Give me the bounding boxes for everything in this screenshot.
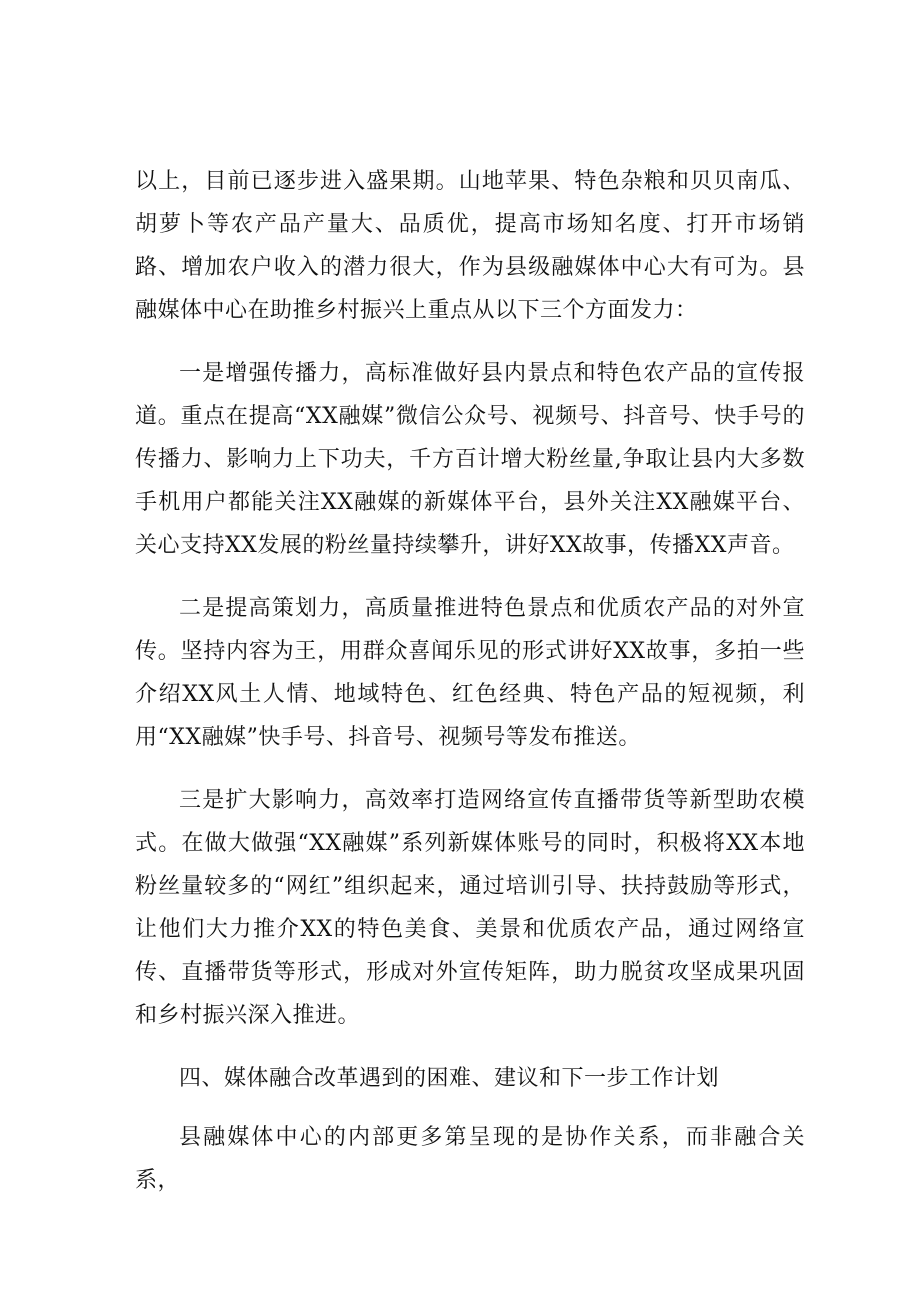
paragraph-closing: 县融媒体中心的内部更多第呈现的是协作关系，而非融合关系， [135,1125,805,1193]
paragraph-intro: 以上，目前已逐步进入盛果期。山地苹果、特色杂粮和贝贝南瓜、胡萝卜等农产品产量大、品质优，提高市场知名度、打开市场销路、增加农户收入的潜力很大，作为县级融媒体中心大有可为。县融媒体中心在助推乡村振兴上重点从以下三个方面发力： [135,169,805,323]
paragraph-point-three: 三是扩大影响力，高效率打造网络宣传直播带货等新型助农模式。在做大做强“XX融媒”系列新媒体账号的同时，积极将XX本地粉丝量较多的“网红”组织起来，通过培训引导、扶持鼓励等形式，让他们大力推介XX的特色美食、美景和优质农产品，通过网络宣传、直播带货等形式，形成对外宣传矩阵，助力脱贫攻坚成果巩固和乡村振兴深入推进。 [135,788,805,1028]
document-body [135,160,805,1222]
section-heading: 四、媒体融合改革遇到的困难、建议和下一步工作计划 [179,1066,720,1091]
paragraph-point-one: 一是增强传播力，高标准做好县内景点和特色农产品的宣传报道。重点在提高“XX融媒”微信公众号、视频号、抖音号、快手号的传播力、影响力上下功夫，千方百计增大粉丝量,争取让县内大多数手机用户都能关注XX融媒的新媒体平台，县外关注XX融媒平台、关心支持XX发展的粉丝量持续攀升，讲好XX故事，传播XX声音。 [135,361,805,558]
paragraph-point-two: 二是提高策划力，高质量推进特色景点和优质农产品的对外宣传。坚持内容为王，用群众喜闻乐见的形式讲好XX故事，多拍一些介绍XX风土人情、地域特色、红色经典、特色产品的短视频，利用“XX融媒”快手号、抖音号、视频号等发布推送。 [135,596,805,750]
